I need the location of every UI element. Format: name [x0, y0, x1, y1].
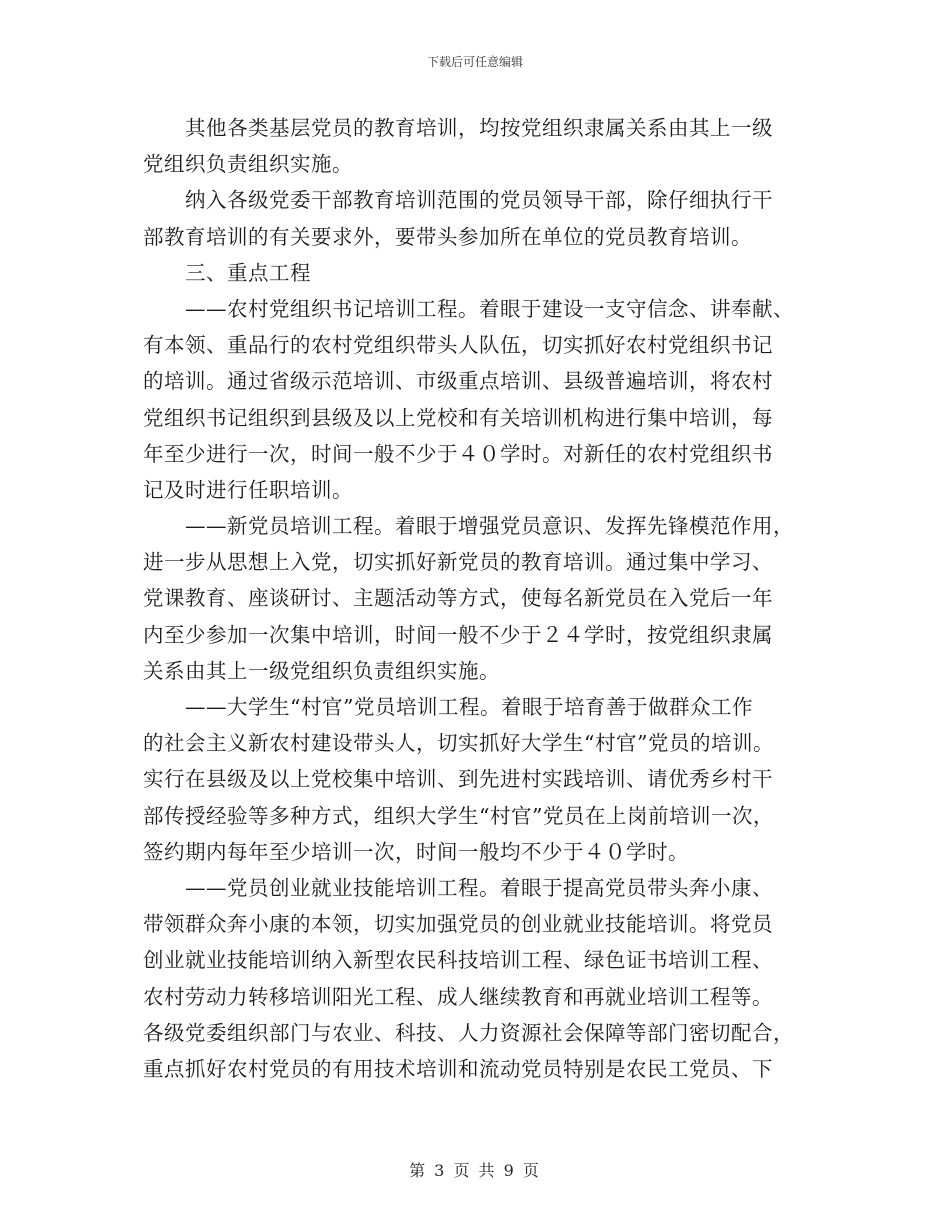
text-line: 带领群众奔小康的本领，切实加强党员的创业就业技能培训。将党员: [143, 912, 773, 937]
text-line: 签约期内每年至少培训一次，时间一般均不少于４０学时。: [143, 839, 689, 864]
text-line: 的培训。通过省级示范培训、市级重点培训、县级普遍培训，将农村: [143, 369, 773, 394]
text-line: ——农村党组织书记培训工程。着眼于建设一支守信念、讲奉献、: [185, 296, 794, 321]
text-line: ——大学生“村官”党员培训工程。着眼于培育善于做群众工作: [185, 695, 753, 719]
text-line: 农村劳动力转移培训阳光工程、成人继续教育和再就业培训工程等。: [143, 984, 773, 1009]
text-line: 三、重点工程: [185, 260, 311, 285]
text-line: 年至少进行一次，时间一般不少于４０学时。对新任的农村党组织书: [143, 441, 773, 466]
text-line: 党组织书记组织到县级及以上党校和有关培训机构进行集中培训，每: [143, 405, 773, 430]
text-line: 关系由其上一级党组织负责组织实施。: [143, 658, 500, 683]
text-line: ——党员创业就业技能培训工程。着眼于提高党员带头奔小康、: [185, 875, 773, 900]
text-line: 实行在县级及以上党校集中培训、到先进村实践培训、请优秀乡村干: [143, 767, 773, 792]
text-line: 党组织负责组织实施。: [143, 152, 353, 177]
text-line: ——新党员培训工程。着眼于增强党员意识、发挥先锋模范作用，: [185, 514, 794, 539]
text-line: 创业就业技能培训纳入新型农民科技培训工程、绿色证书培训工程、: [143, 948, 773, 973]
text-line: 记及时进行任职培训。: [143, 477, 353, 502]
text-line: 部教育培训的有关要求外，要带头参加所在单位的党员教育培训。: [143, 224, 752, 249]
text-line: 部传授经验等多种方式，组织大学生“村官”党员在上岗前培训一次，: [143, 803, 774, 828]
text-line: 有本领、重品行的农村党组织带头人队伍，切实抓好农村党组织书记: [143, 333, 773, 358]
text-line: 进一步从思想上入党，切实抓好新党员的教育培训。通过集中学习、: [143, 550, 773, 575]
page-footer: 第 3 页 共 9 页: [409, 1161, 541, 1180]
page-header: 下载后可任意编辑: [426, 55, 523, 69]
text-line: 重点抓好农村党员的有用技术培训和流动党员特别是农民工党员、下: [143, 1056, 773, 1081]
body-text: [143, 110, 813, 1087]
text-line: 各级党委组织部门与农业、科技、人力资源社会保障等部门密切配合，: [143, 1020, 794, 1045]
text-line: 内至少参加一次集中培训，时间一般不少于２４学时，按党组织隶属: [143, 622, 773, 647]
text-line: 的社会主义新农村建设带头人，切实抓好大学生“村官”党员的培训。: [143, 731, 774, 756]
text-line: 纳入各级党委干部教育培训范围的党员领导干部，除仔细执行干: [185, 188, 773, 213]
text-line: 党课教育、座谈研讨、主题活动等方式，使每名新党员在入党后一年: [143, 586, 773, 611]
text-line: 其他各类基层党员的教育培训，均按党组织隶属关系由其上一级: [185, 116, 773, 140]
